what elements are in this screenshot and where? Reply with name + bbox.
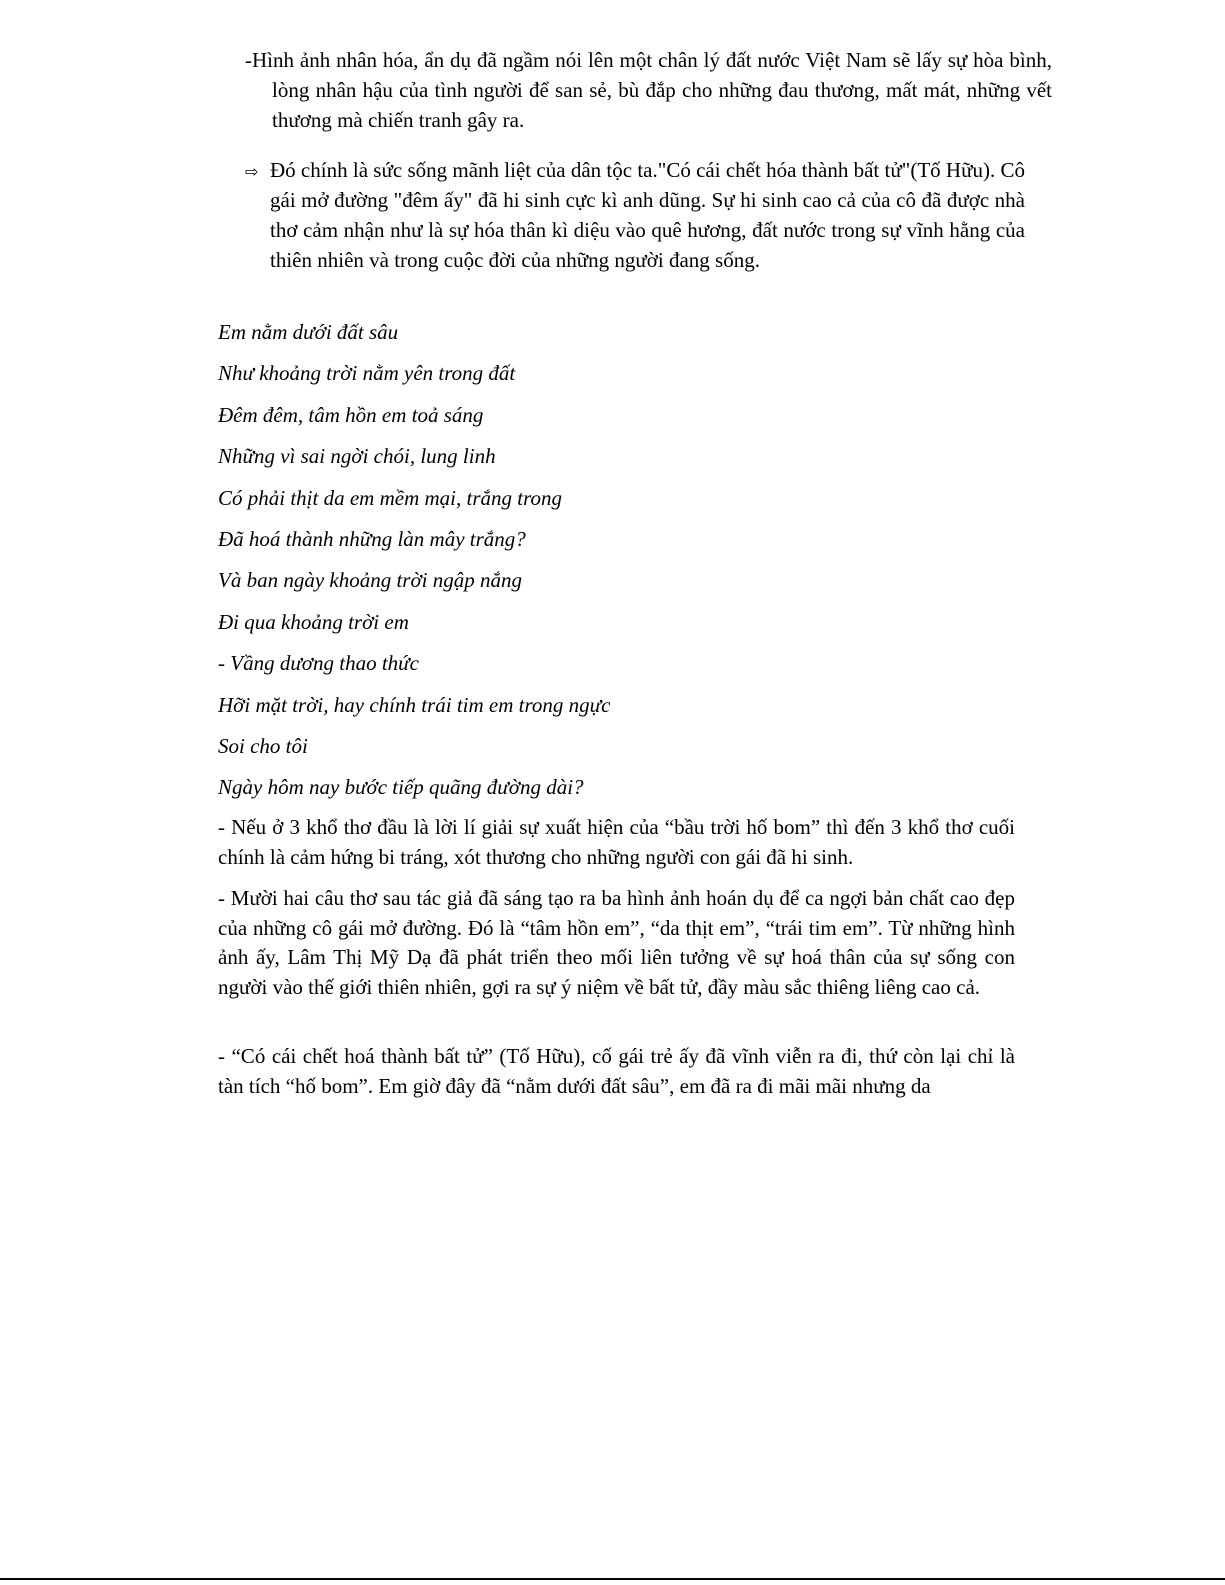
poem-line: Đi qua khoảng trời em: [218, 609, 409, 634]
arrow-bullet-item: [245, 155, 1025, 275]
poem-line: Như khoảng trời nằm yên trong đất: [218, 361, 516, 386]
poem-line: Những vì sai ngời chói, lung linh: [218, 444, 496, 469]
analysis-paragraph: - Mười hai câu thơ sau tác giả đã sáng tạo ra ba hình ảnh hoán dụ để ca ngợi bản chất cao đẹp của những cô gái mở đường. Đó là “tâm hồn em”, “da thịt em”, “trái tim em”. Từ những hình ảnh ấy, Lâm Thị Mỹ Dạ đã phát triển theo mối liên tưởng về sự hoá thân của sự sống con người vào thế giới thiên nhiên, gợi ra sự ý niệm về bất tử, đầy màu sắc thiêng liêng cao cả.: [218, 886, 1015, 999]
page-bottom-rule: [0, 1578, 1225, 1580]
poem-line: Đêm đêm, tâm hồn em toả sáng: [218, 402, 484, 427]
analysis-paragraph: - “Có cái chết hoá thành bất tử” (Tố Hữu), cố gái trẻ ấy đã vĩnh viễn ra đi, thứ còn lại chỉ là tàn tích “hố bom”. Em giờ đây đã “nằm dưới đất sâu”, em đã ra đi mãi mãi nhưng da: [218, 1044, 1015, 1098]
poem-line: - Vầng dương thao thức: [218, 651, 419, 676]
dash-bullet-item: [245, 45, 1052, 135]
poem-line: Ngày hôm nay bước tiếp quãng đường dài?: [218, 775, 584, 800]
poem-line: Có phải thịt da em mềm mại, trắng trong: [218, 485, 562, 510]
poem-stanza: [218, 317, 1018, 814]
dash-bullet-text: Hình ảnh nhân hóa, ẩn dụ đã ngầm nói lên một chân lý đất nước Việt Nam sẽ lấy sự hòa bình, lòng nhân hậu của tình người để san sẻ, bù đắp cho những đau thương, mất mát, những vết thương mà chiến tranh gây ra.: [252, 48, 1052, 132]
poem-line: Em nằm dưới đất sâu: [218, 320, 399, 344]
arrow-bullet-text: Đó chính là sức sống mãnh liệt của dân tộc ta."Có cái chết hóa thành bất tử"(Tố Hữu). Cô gái mở đường "đêm ấy" đã hi sinh cực kì anh dũng. Sự hi sinh cao cả của cô đã được nhà thơ cảm nhận như là sự hóa thân kì diệu vào quê hương, đất nước trong sự vĩnh hằng của thiên nhiên và trong cuộc đời của những người đang sống.: [270, 158, 1025, 272]
analysis-paragraph: - Nếu ở 3 khổ thơ đầu là lời lí giải sự xuất hiện của “bầu trời hố bom” thì đến 3 khổ thơ cuối chính là cảm hứng bi tráng, xót thương cho những người con gái đã hi sinh.: [218, 815, 1015, 869]
poem-line: Đã hoá thành những làn mây trắng?: [218, 526, 526, 551]
poem-line: Hỡi mặt trời, hay chính trái tim em trong ngực: [218, 692, 611, 717]
poem-line: Và ban ngày khoảng trời ngập nắng: [218, 568, 523, 593]
poem-line: Soi cho tôi: [218, 733, 308, 758]
dash-marker: -: [245, 48, 252, 72]
arrow-right-icon: ⇨: [245, 162, 259, 181]
